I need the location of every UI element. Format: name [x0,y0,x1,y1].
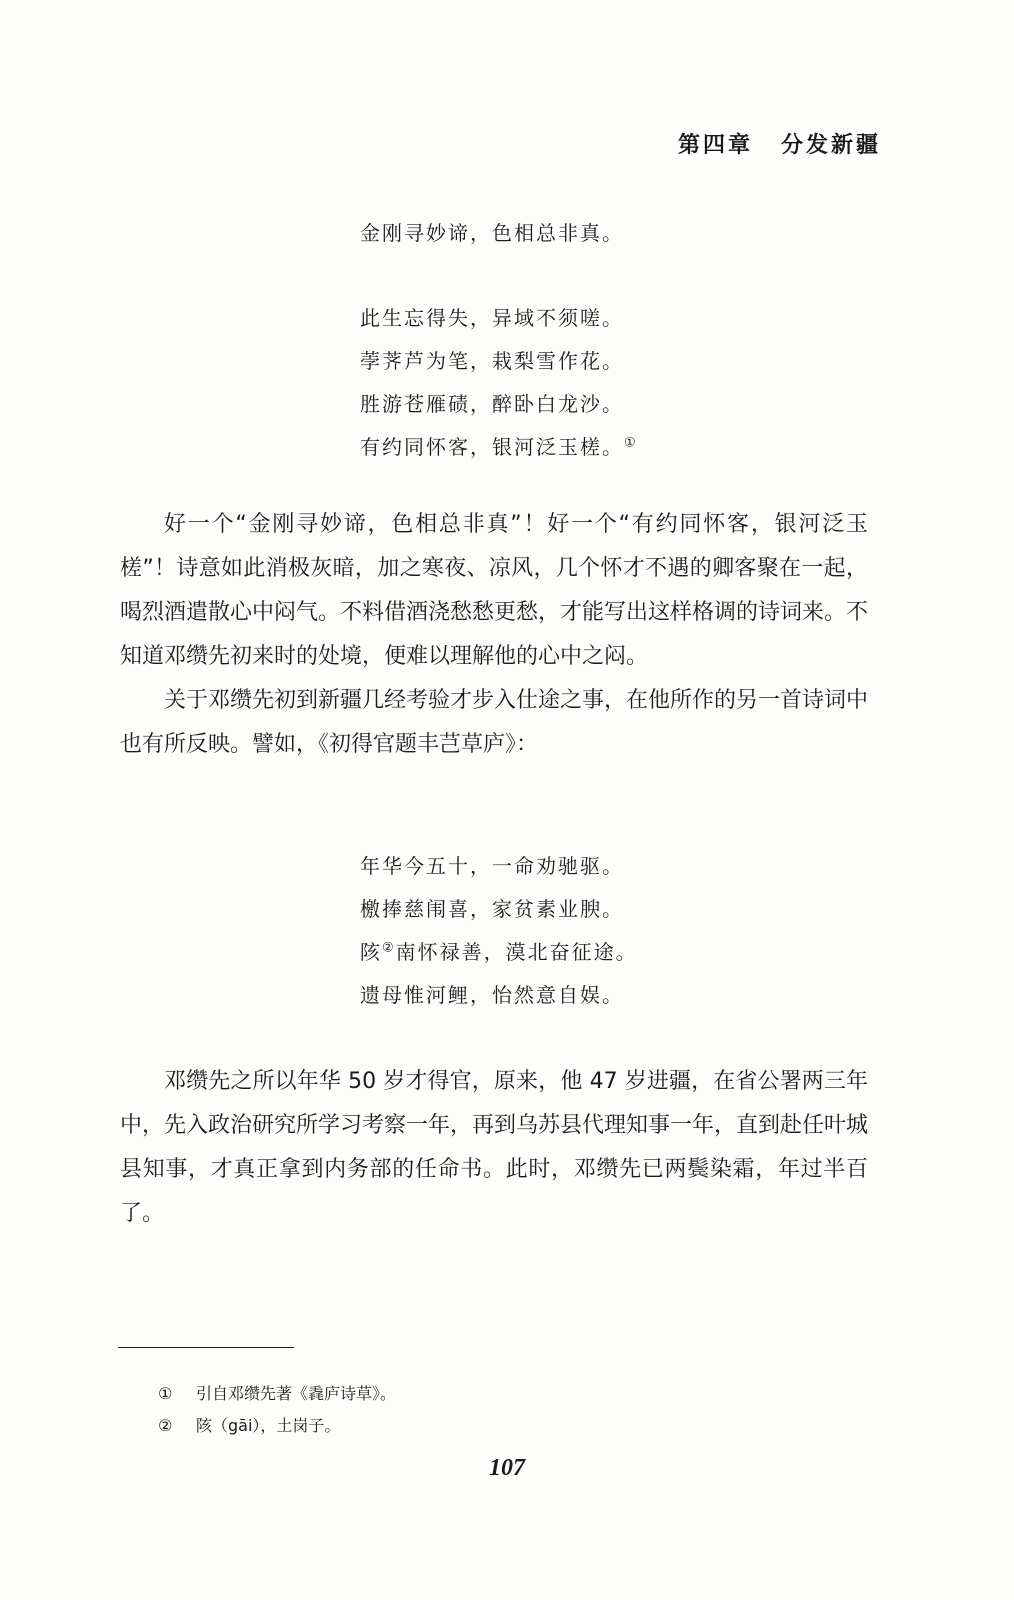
poem-line: 年华今五十，一命劝驰驱。 [360,854,624,878]
footnote-mark: ① [158,1384,173,1403]
footnote-divider [118,1347,294,1348]
paragraph: 邓缵先之所以年华 50 岁才得官，原来，他 47 岁进疆，在省公署两三年中，先入政治研究所学习考察一年，再到乌苏县代理知事一年，直到赴任叶城县知事，才真正拿到内务部的任命书。此时，邓缵先已两鬓染霜，年过半百了。 [120,1069,869,1226]
poem-line: 荸荠芦为笔，栽梨雪作花。 [360,349,624,373]
body-text-2 [120,1060,868,1236]
poem-line [360,426,638,469]
poem-stanza-2 [360,297,638,469]
footnotes [158,1378,396,1442]
footnote-mark: ② [158,1416,173,1435]
footnote-text: 引自邓缵先著《毳庐诗草》。 [196,1384,397,1403]
poem-line: 遗母惟河鲤，怡然意自娱。 [360,983,624,1007]
poem-stanza-1 [360,212,624,255]
chapter-title: 分发新疆 [781,132,882,158]
poem-line: 此生忘得失，异域不须嗟。 [360,306,624,330]
paragraph: 关于邓缵先初到新疆几经考验才步入仕途之事，在他所作的另一首诗词中也有所反映。譬如，《初得官题丰芑草庐》： [120,688,869,757]
poem-line: 金刚寻妙谛，色相总非真。 [360,221,624,245]
footnote-ref: ② [382,940,396,956]
page-number: 107 [489,1455,525,1481]
footnote [158,1378,396,1410]
poem-line: 檄捧慈闱喜，家贫素业腴。 [360,897,624,921]
paragraph: 好一个“金刚寻妙谛，色相总非真”！好一个“有约同怀客，银河泛玉槎”！诗意如此消极灰暗，加之寒夜、凉风，几个怀才不遇的卿客聚在一起，喝烈酒遣散心中闷气。不料借酒浇愁愁更愁，才能写出这样格调的诗词来。不知道邓缵先初来时的处境，便难以理解他的心中之闷。 [120,512,869,669]
body-text-1 [120,503,868,767]
chapter-number: 第四章 [678,132,754,158]
poem-line-text: 有约同怀客，银河泛玉槎。 [360,435,624,459]
poem-line [360,931,638,974]
footnote [158,1410,396,1442]
footnote-text: 陔（gāi），土岗子。 [196,1416,341,1435]
poem-line: 胜游苍雁碛，醉卧白龙沙。 [360,392,624,416]
poem-2 [360,845,638,1017]
poem-line-start: 陔 [360,940,382,964]
running-head [678,128,881,159]
poem-line-rest: 南怀禄善，漠北奋征途。 [395,940,638,964]
footnote-ref: ① [624,435,638,451]
